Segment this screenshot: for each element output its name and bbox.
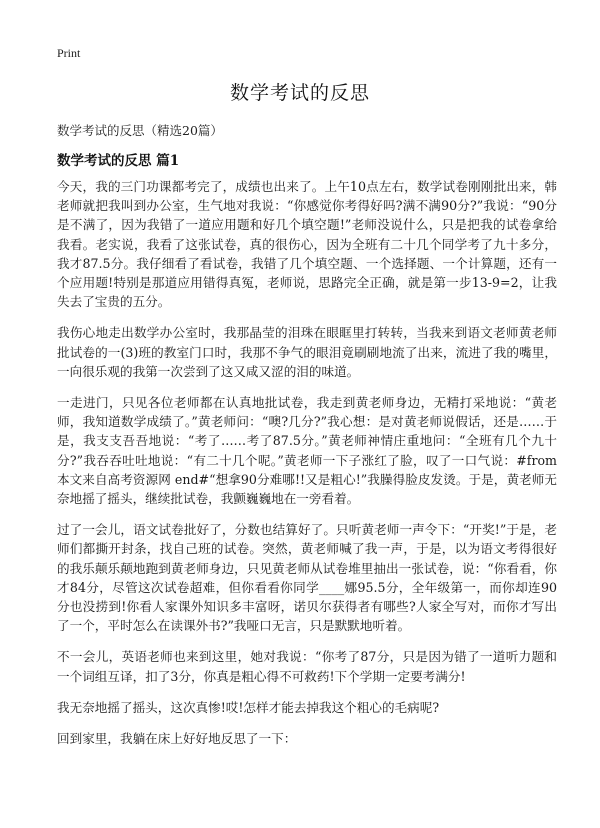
paragraph: 一走进门，只见各位老师都在认真地批试卷，我走到黄老师身边，无精打采地说：“黄老师，我知道数学成绩了。”黄老师问：“噢?几分?”我心想：是对黄老师说假话，还是……于是，我支支吾吾地说：“考了……考了87.5分。”黄老师神情庄重地问：“全班有几个九十分?”我吞吞吐吐地说：“有二十几个呢。”黄老师一下子涨红了脸，叹了一口气说：#from 本文来自高考资源网 end#“想拿90分难哪!!又是粗心!”我臊得脸皮发烫。于是，黄老师无奈地摇了摇头，继续批试卷，我颤巍巍地在一旁看着。: [57, 395, 557, 507]
document-subtitle: 数学考试的反思（精选20篇）: [57, 123, 223, 138]
article-body: [57, 177, 557, 760]
paragraph: 回到家里，我躺在床上好好地反思了一下：: [57, 731, 297, 747]
print-link[interactable]: Print: [57, 46, 81, 60]
document-title: 数学考试的反思: [229, 82, 370, 104]
paragraph: 我伤心地走出数学办公室时，我那晶莹的泪珠在眼眶里打转转，当我来到语文老师黄老师批试卷的一(3)班的教室门口时，我那不争气的眼泪竟刷刷地流了出来，流进了我的嘴里，一向很乐观的我第一次尝到了这又咸又涩的泪的味道。: [57, 325, 557, 379]
section-heading: 数学考试的反思 篇1: [57, 153, 180, 169]
paragraph: 过了一会儿，语文试卷批好了，分数也结算好了。只听黄老师一声令下：“开奖!”于是，老师们都撕开封条，找自己班的试卷。突然，黄老师喊了我一声，于是，以为语文考得很好的我乐颠乐颠地跑到黄老师身边，只见黄老师从试卷堆里抽出一张试卷，说：“你看看，你才84分，尽管这次试卷超难，但你看看你同学____娜95.5分，全年级第一，而你却连90分也没捞到!你看人家课外知识多丰富呀，诺贝尔获得者有哪些?人家全写对，而你才写出了一个，平时怎么在读课外书?”我哑口无言，只是默默地听着。: [57, 522, 557, 634]
paragraph: 今天，我的三门功课都考完了，成绩也出来了。上午10点左右，数学试卷刚刚批出来，韩老师就把我叫到办公室，生气地对我说：“你感觉你考得好吗?满不满90分?”我说：“90分是不满了，因为我错了一道应用题和好几个填空题!”老师没说什么，只是把我的试卷拿给我看。老实说，我看了这张试卷，真的很伤心，因为全班有二十几个同学考了九十多分，我才87.5分。我仔细看了看试卷，我错了几个填空题、一个选择题、一个计算题，还有一个应用题!特别是那道应用错得真冤，老师说，思路完全正确，就是第一步13-9=2，让我失去了宝贵的五分。: [57, 179, 557, 310]
paragraph: 不一会儿，英语老师也来到这里，她对我说：“你考了87分，只是因为错了一道听力题和一个词组互译，扣了3分，你真是粗心得不可救药!下个学期一定要考满分!: [57, 649, 557, 684]
paragraph: 我无奈地摇了摇头，这次真惨!哎!怎样才能去掉我这个粗心的毛病呢?: [57, 699, 440, 715]
